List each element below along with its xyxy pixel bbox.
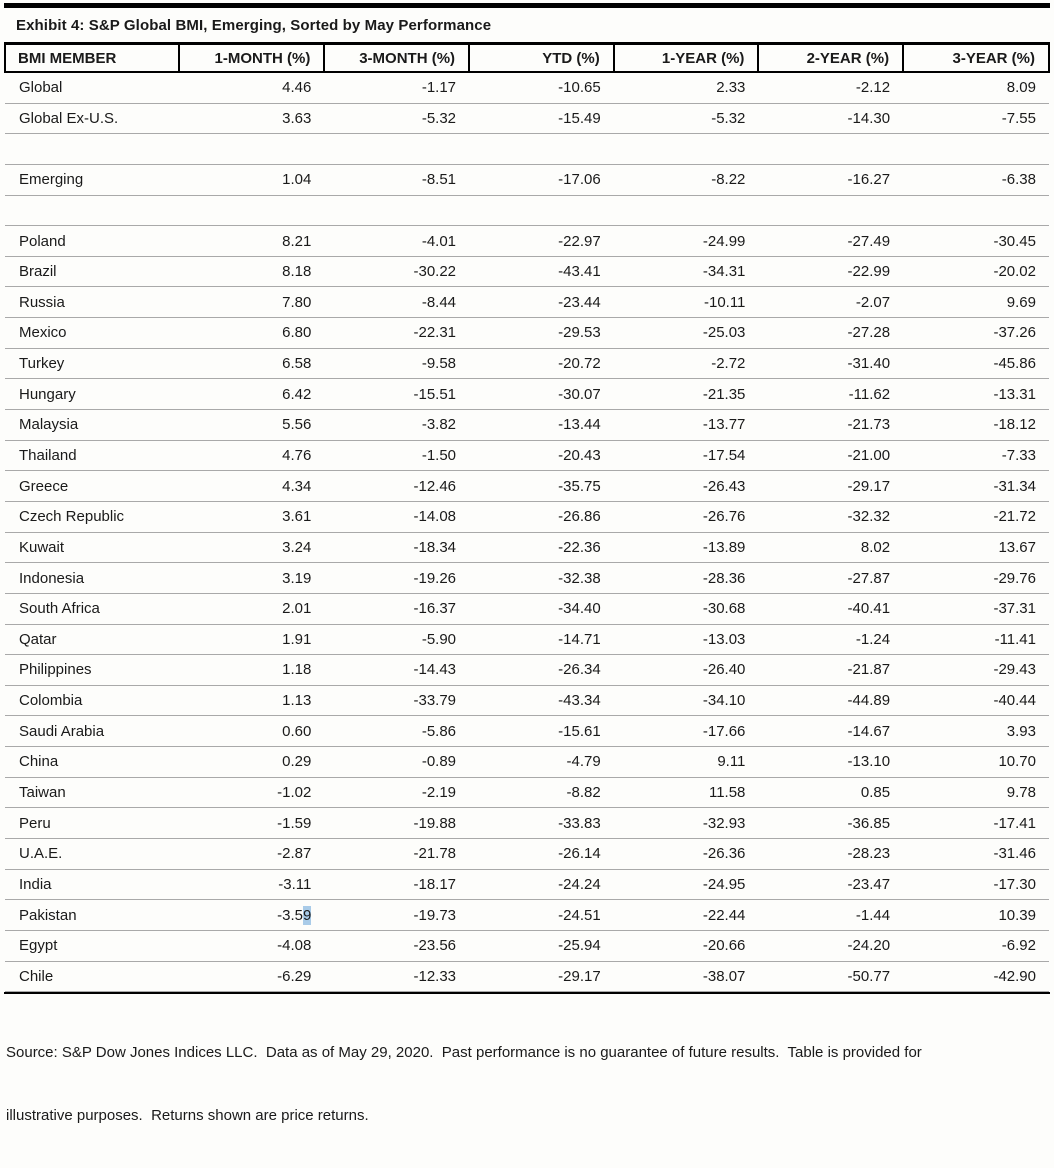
value-cell: 1.13 <box>179 685 325 716</box>
value-cell: -33.83 <box>469 808 614 839</box>
value-cell: -15.51 <box>324 379 469 410</box>
value-cell: -32.93 <box>614 808 759 839</box>
value-cell: 2.33 <box>614 72 759 103</box>
value-cell: -20.66 <box>614 930 759 961</box>
column-header: 1-MONTH (%) <box>179 45 325 72</box>
value-cell: -7.55 <box>903 103 1049 134</box>
value-cell: -1.24 <box>758 624 903 655</box>
row-label: Russia <box>5 287 179 318</box>
value-cell: -32.32 <box>758 501 903 532</box>
value-cell: -8.51 <box>324 164 469 195</box>
value-cell: -29.17 <box>758 471 903 502</box>
value-cell: 1.18 <box>179 655 325 686</box>
value-cell: -13.77 <box>614 410 759 441</box>
value-cell: -5.90 <box>324 624 469 655</box>
row-label: Philippines <box>5 655 179 686</box>
value-cell: -7.33 <box>903 440 1049 471</box>
value-cell: 4.76 <box>179 440 325 471</box>
table-row <box>5 72 1049 103</box>
value-cell: 10.39 <box>903 900 1049 931</box>
value-cell: 6.80 <box>179 318 325 349</box>
value-cell: -6.92 <box>903 930 1049 961</box>
value-cell: -24.24 <box>469 869 614 900</box>
value-cell: -22.97 <box>469 226 614 257</box>
value-cell: -18.12 <box>903 410 1049 441</box>
blank-cell <box>5 195 1049 226</box>
value-cell: -50.77 <box>758 961 903 992</box>
value-cell: -14.43 <box>324 655 469 686</box>
value-cell: -32.38 <box>469 563 614 594</box>
value-cell: 1.91 <box>179 624 325 655</box>
value-cell: -26.14 <box>469 839 614 870</box>
value-cell: -11.62 <box>758 379 903 410</box>
value-cell: -2.72 <box>614 348 759 379</box>
value-cell: -11.41 <box>903 624 1049 655</box>
value-cell: -15.49 <box>469 103 614 134</box>
table-row <box>5 593 1049 624</box>
row-label: Qatar <box>5 624 179 655</box>
value-cell: 6.58 <box>179 348 325 379</box>
table-row <box>5 103 1049 134</box>
value-cell: -19.73 <box>324 900 469 931</box>
value-cell: -42.90 <box>903 961 1049 992</box>
row-label: China <box>5 747 179 778</box>
value-cell: -10.11 <box>614 287 759 318</box>
value-cell: -34.10 <box>614 685 759 716</box>
value-cell: -30.22 <box>324 256 469 287</box>
column-header: YTD (%) <box>469 45 614 72</box>
row-label: Colombia <box>5 685 179 716</box>
value-cell: -17.06 <box>469 164 614 195</box>
value-cell: -3.11 <box>179 869 325 900</box>
value-cell: -26.43 <box>614 471 759 502</box>
value-cell: -21.78 <box>324 839 469 870</box>
value-cell: -21.73 <box>758 410 903 441</box>
value-cell: 2.01 <box>179 593 325 624</box>
value-cell: -9.58 <box>324 348 469 379</box>
value-cell: -22.36 <box>469 532 614 563</box>
table-row <box>5 256 1049 287</box>
value-cell: -16.27 <box>758 164 903 195</box>
value-cell: -19.26 <box>324 563 469 594</box>
value-cell: -8.22 <box>614 164 759 195</box>
value-cell: -3.82 <box>324 410 469 441</box>
value-cell: -43.34 <box>469 685 614 716</box>
row-label: Brazil <box>5 256 179 287</box>
value-cell: -13.10 <box>758 747 903 778</box>
row-label: Kuwait <box>5 532 179 563</box>
row-label: Hungary <box>5 379 179 410</box>
table-row <box>5 655 1049 686</box>
column-header: BMI MEMBER <box>5 45 179 72</box>
column-header: 2-YEAR (%) <box>758 45 903 72</box>
value-cell: -22.44 <box>614 900 759 931</box>
value-cell: -25.94 <box>469 930 614 961</box>
value-cell: -19.88 <box>324 808 469 839</box>
value-cell: -1.59 <box>179 808 325 839</box>
value-cell: -26.34 <box>469 655 614 686</box>
value-cell: 9.69 <box>903 287 1049 318</box>
value-cell: -3.59 <box>179 900 325 931</box>
value-cell: -24.95 <box>614 869 759 900</box>
row-label: Global Ex-U.S. <box>5 103 179 134</box>
value-cell: -2.12 <box>758 72 903 103</box>
table-row <box>5 869 1049 900</box>
value-cell: 10.70 <box>903 747 1049 778</box>
value-cell: -33.79 <box>324 685 469 716</box>
header-row <box>5 45 1049 72</box>
value-cell: 8.21 <box>179 226 325 257</box>
value-cell: -26.86 <box>469 501 614 532</box>
row-label: Indonesia <box>5 563 179 594</box>
value-cell: 8.18 <box>179 256 325 287</box>
blank-row <box>5 134 1049 165</box>
value-cell: -36.85 <box>758 808 903 839</box>
row-label: Poland <box>5 226 179 257</box>
table-row <box>5 716 1049 747</box>
blank-cell <box>5 134 1049 165</box>
table-row <box>5 961 1049 992</box>
column-header: 1-YEAR (%) <box>614 45 759 72</box>
value-cell: -8.82 <box>469 777 614 808</box>
value-cell: -22.99 <box>758 256 903 287</box>
value-cell: -10.65 <box>469 72 614 103</box>
value-cell: -21.00 <box>758 440 903 471</box>
value-cell: -22.31 <box>324 318 469 349</box>
value-cell: 7.80 <box>179 287 325 318</box>
value-cell: 3.63 <box>179 103 325 134</box>
value-cell: -37.26 <box>903 318 1049 349</box>
value-cell: -23.47 <box>758 869 903 900</box>
value-cell: -17.41 <box>903 808 1049 839</box>
value-cell: -20.43 <box>469 440 614 471</box>
row-label: Greece <box>5 471 179 502</box>
value-cell: -1.50 <box>324 440 469 471</box>
value-cell: 3.61 <box>179 501 325 532</box>
value-cell: -30.68 <box>614 593 759 624</box>
row-label: Peru <box>5 808 179 839</box>
table-row <box>5 900 1049 931</box>
value-cell: -18.34 <box>324 532 469 563</box>
row-label: Egypt <box>5 930 179 961</box>
row-label: Global <box>5 72 179 103</box>
value-cell: -14.67 <box>758 716 903 747</box>
row-label: India <box>5 869 179 900</box>
table-row <box>5 930 1049 961</box>
value-cell: -18.17 <box>324 869 469 900</box>
value-cell: -26.36 <box>614 839 759 870</box>
value-cell: -4.08 <box>179 930 325 961</box>
table-row <box>5 318 1049 349</box>
value-cell: -13.89 <box>614 532 759 563</box>
value-cell: -30.07 <box>469 379 614 410</box>
row-label: Saudi Arabia <box>5 716 179 747</box>
value-cell: -16.37 <box>324 593 469 624</box>
table-row <box>5 808 1049 839</box>
value-cell: -34.31 <box>614 256 759 287</box>
table-row <box>5 624 1049 655</box>
value-cell: 5.56 <box>179 410 325 441</box>
table-row <box>5 164 1049 195</box>
value-cell: 8.09 <box>903 72 1049 103</box>
value-cell: 3.93 <box>903 716 1049 747</box>
value-cell: -12.33 <box>324 961 469 992</box>
row-label: U.A.E. <box>5 839 179 870</box>
value-cell: -21.87 <box>758 655 903 686</box>
value-cell: -15.61 <box>469 716 614 747</box>
value-cell: -5.32 <box>614 103 759 134</box>
table-row <box>5 839 1049 870</box>
blank-row <box>5 195 1049 226</box>
table-row <box>5 532 1049 563</box>
table-row <box>5 379 1049 410</box>
value-cell: -20.72 <box>469 348 614 379</box>
row-label: Taiwan <box>5 777 179 808</box>
value-cell: -1.17 <box>324 72 469 103</box>
value-cell: -43.41 <box>469 256 614 287</box>
table-row <box>5 501 1049 532</box>
table-row <box>5 287 1049 318</box>
value-cell: -4.01 <box>324 226 469 257</box>
value-cell: -31.34 <box>903 471 1049 502</box>
column-header: 3-MONTH (%) <box>324 45 469 72</box>
performance-table <box>4 45 1050 992</box>
value-cell: -28.36 <box>614 563 759 594</box>
value-cell: -26.76 <box>614 501 759 532</box>
value-cell: -29.43 <box>903 655 1049 686</box>
value-cell: -23.44 <box>469 287 614 318</box>
row-label: Chile <box>5 961 179 992</box>
value-cell: -14.30 <box>758 103 903 134</box>
value-cell: 9.11 <box>614 747 759 778</box>
value-cell: -45.86 <box>903 348 1049 379</box>
value-cell: -29.53 <box>469 318 614 349</box>
table-row <box>5 777 1049 808</box>
value-cell: 0.29 <box>179 747 325 778</box>
value-cell: 3.24 <box>179 532 325 563</box>
table-row <box>5 348 1049 379</box>
value-cell: -24.20 <box>758 930 903 961</box>
value-cell: -25.03 <box>614 318 759 349</box>
source-note-line2: illustrative purposes. Returns shown are price returns. <box>6 1107 369 1125</box>
value-cell: -1.02 <box>179 777 325 808</box>
value-cell: -21.35 <box>614 379 759 410</box>
table-body <box>5 72 1049 992</box>
value-cell: 3.19 <box>179 563 325 594</box>
row-label: Czech Republic <box>5 501 179 532</box>
value-cell: -27.28 <box>758 318 903 349</box>
value-cell: -13.44 <box>469 410 614 441</box>
value-cell: -28.23 <box>758 839 903 870</box>
column-header: 3-YEAR (%) <box>903 45 1049 72</box>
value-cell: -24.51 <box>469 900 614 931</box>
value-cell: 13.67 <box>903 532 1049 563</box>
value-cell: -17.54 <box>614 440 759 471</box>
value-cell: 6.42 <box>179 379 325 410</box>
value-cell: -13.31 <box>903 379 1049 410</box>
value-cell: -6.29 <box>179 961 325 992</box>
selection-highlight: 9 <box>303 906 312 924</box>
value-cell: -40.41 <box>758 593 903 624</box>
table-row <box>5 410 1049 441</box>
value-cell: 11.58 <box>614 777 759 808</box>
value-cell: 4.46 <box>179 72 325 103</box>
value-cell: -31.40 <box>758 348 903 379</box>
row-label: Mexico <box>5 318 179 349</box>
value-cell: -5.32 <box>324 103 469 134</box>
value-cell: -40.44 <box>903 685 1049 716</box>
value-cell: -12.46 <box>324 471 469 502</box>
value-cell: -29.76 <box>903 563 1049 594</box>
row-label: Malaysia <box>5 410 179 441</box>
table-row <box>5 471 1049 502</box>
value-cell: -24.99 <box>614 226 759 257</box>
value-cell: 8.02 <box>758 532 903 563</box>
value-cell: -26.40 <box>614 655 759 686</box>
table-row <box>5 747 1049 778</box>
value-cell: -27.87 <box>758 563 903 594</box>
value-cell: 0.85 <box>758 777 903 808</box>
value-cell: -34.40 <box>469 593 614 624</box>
value-cell: -17.66 <box>614 716 759 747</box>
value-cell: -44.89 <box>758 685 903 716</box>
value-cell: -20.02 <box>903 256 1049 287</box>
value-cell: -17.30 <box>903 869 1049 900</box>
row-label: Pakistan <box>5 900 179 931</box>
value-cell: -2.87 <box>179 839 325 870</box>
value-cell: 1.04 <box>179 164 325 195</box>
value-cell: -8.44 <box>324 287 469 318</box>
row-label: Thailand <box>5 440 179 471</box>
value-cell: -14.71 <box>469 624 614 655</box>
value-cell: -23.56 <box>324 930 469 961</box>
value-cell: -2.07 <box>758 287 903 318</box>
value-cell: -30.45 <box>903 226 1049 257</box>
value-cell: -13.03 <box>614 624 759 655</box>
table-row <box>5 563 1049 594</box>
value-cell: -0.89 <box>324 747 469 778</box>
value-cell: -1.44 <box>758 900 903 931</box>
value-cell: 9.78 <box>903 777 1049 808</box>
value-cell: -6.38 <box>903 164 1049 195</box>
table-row <box>5 685 1049 716</box>
value-cell: -38.07 <box>614 961 759 992</box>
source-note-line1: Source: S&P Dow Jones Indices LLC. Data as of May 29, 2020. Past performance is no guarantee of future results. Table is provided for <box>6 1044 922 1062</box>
value-cell: -2.19 <box>324 777 469 808</box>
row-label: Turkey <box>5 348 179 379</box>
value-cell: -37.31 <box>903 593 1049 624</box>
value-cell: -29.17 <box>469 961 614 992</box>
value-cell: 0.60 <box>179 716 325 747</box>
value-cell: 4.34 <box>179 471 325 502</box>
row-label: Emerging <box>5 164 179 195</box>
value-cell: -35.75 <box>469 471 614 502</box>
value-cell: -27.49 <box>758 226 903 257</box>
value-cell: -21.72 <box>903 501 1049 532</box>
value-cell: -4.79 <box>469 747 614 778</box>
value-cell: -14.08 <box>324 501 469 532</box>
source-note <box>4 994 1050 1168</box>
table-row <box>5 440 1049 471</box>
value-cell: -5.86 <box>324 716 469 747</box>
row-label: South Africa <box>5 593 179 624</box>
value-cell: -31.46 <box>903 839 1049 870</box>
exhibit-title: Exhibit 4: S&P Global BMI, Emerging, Sorted by May Performance <box>16 17 492 34</box>
table-row <box>5 226 1049 257</box>
